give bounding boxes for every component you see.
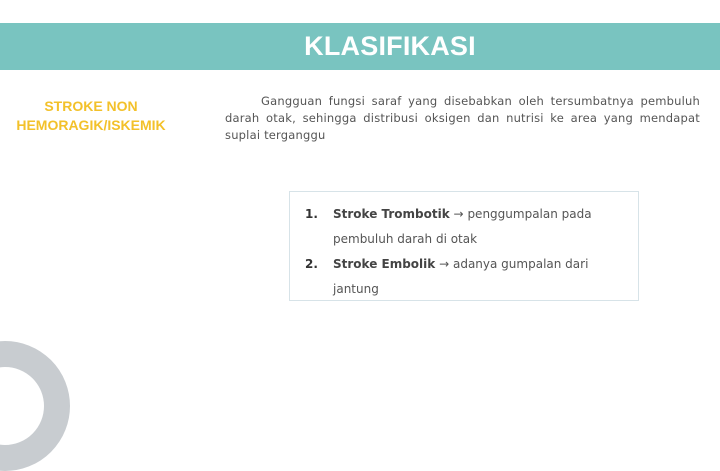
stroke-type-text bbox=[333, 252, 633, 302]
stroke-category-label bbox=[0, 97, 182, 135]
stroke-category-label-line2: HEMORAGIK/ISKEMIK bbox=[16, 117, 166, 133]
decorative-corner-arc bbox=[0, 341, 70, 471]
definition-paragraph: Gangguan fungsi saraf yang disebabkan oleh tersumbatnya pembuluh darah otak, sehingga distribusi oksigen dan nutrisi ke area yang mendapat suplai terganggu bbox=[225, 94, 700, 142]
stroke-type-number: 2. bbox=[305, 257, 318, 271]
stroke-type-description: adanya gumpalan dari jantung bbox=[333, 257, 589, 296]
stroke-type-number: 1. bbox=[305, 207, 318, 221]
stroke-type-name: Stroke Embolik bbox=[333, 257, 436, 271]
slide-title: KLASIFIKASI bbox=[304, 31, 476, 61]
stroke-category-label-line1: STROKE NON bbox=[44, 98, 138, 114]
arrow-icon: → bbox=[439, 257, 450, 271]
stroke-type-name: Stroke Trombotik bbox=[333, 207, 450, 221]
stroke-types-box bbox=[289, 191, 639, 301]
stroke-type-text bbox=[333, 202, 633, 252]
stroke-type-description: penggumpalan pada pembuluh darah di otak bbox=[333, 207, 592, 246]
arrow-icon: → bbox=[453, 207, 464, 221]
